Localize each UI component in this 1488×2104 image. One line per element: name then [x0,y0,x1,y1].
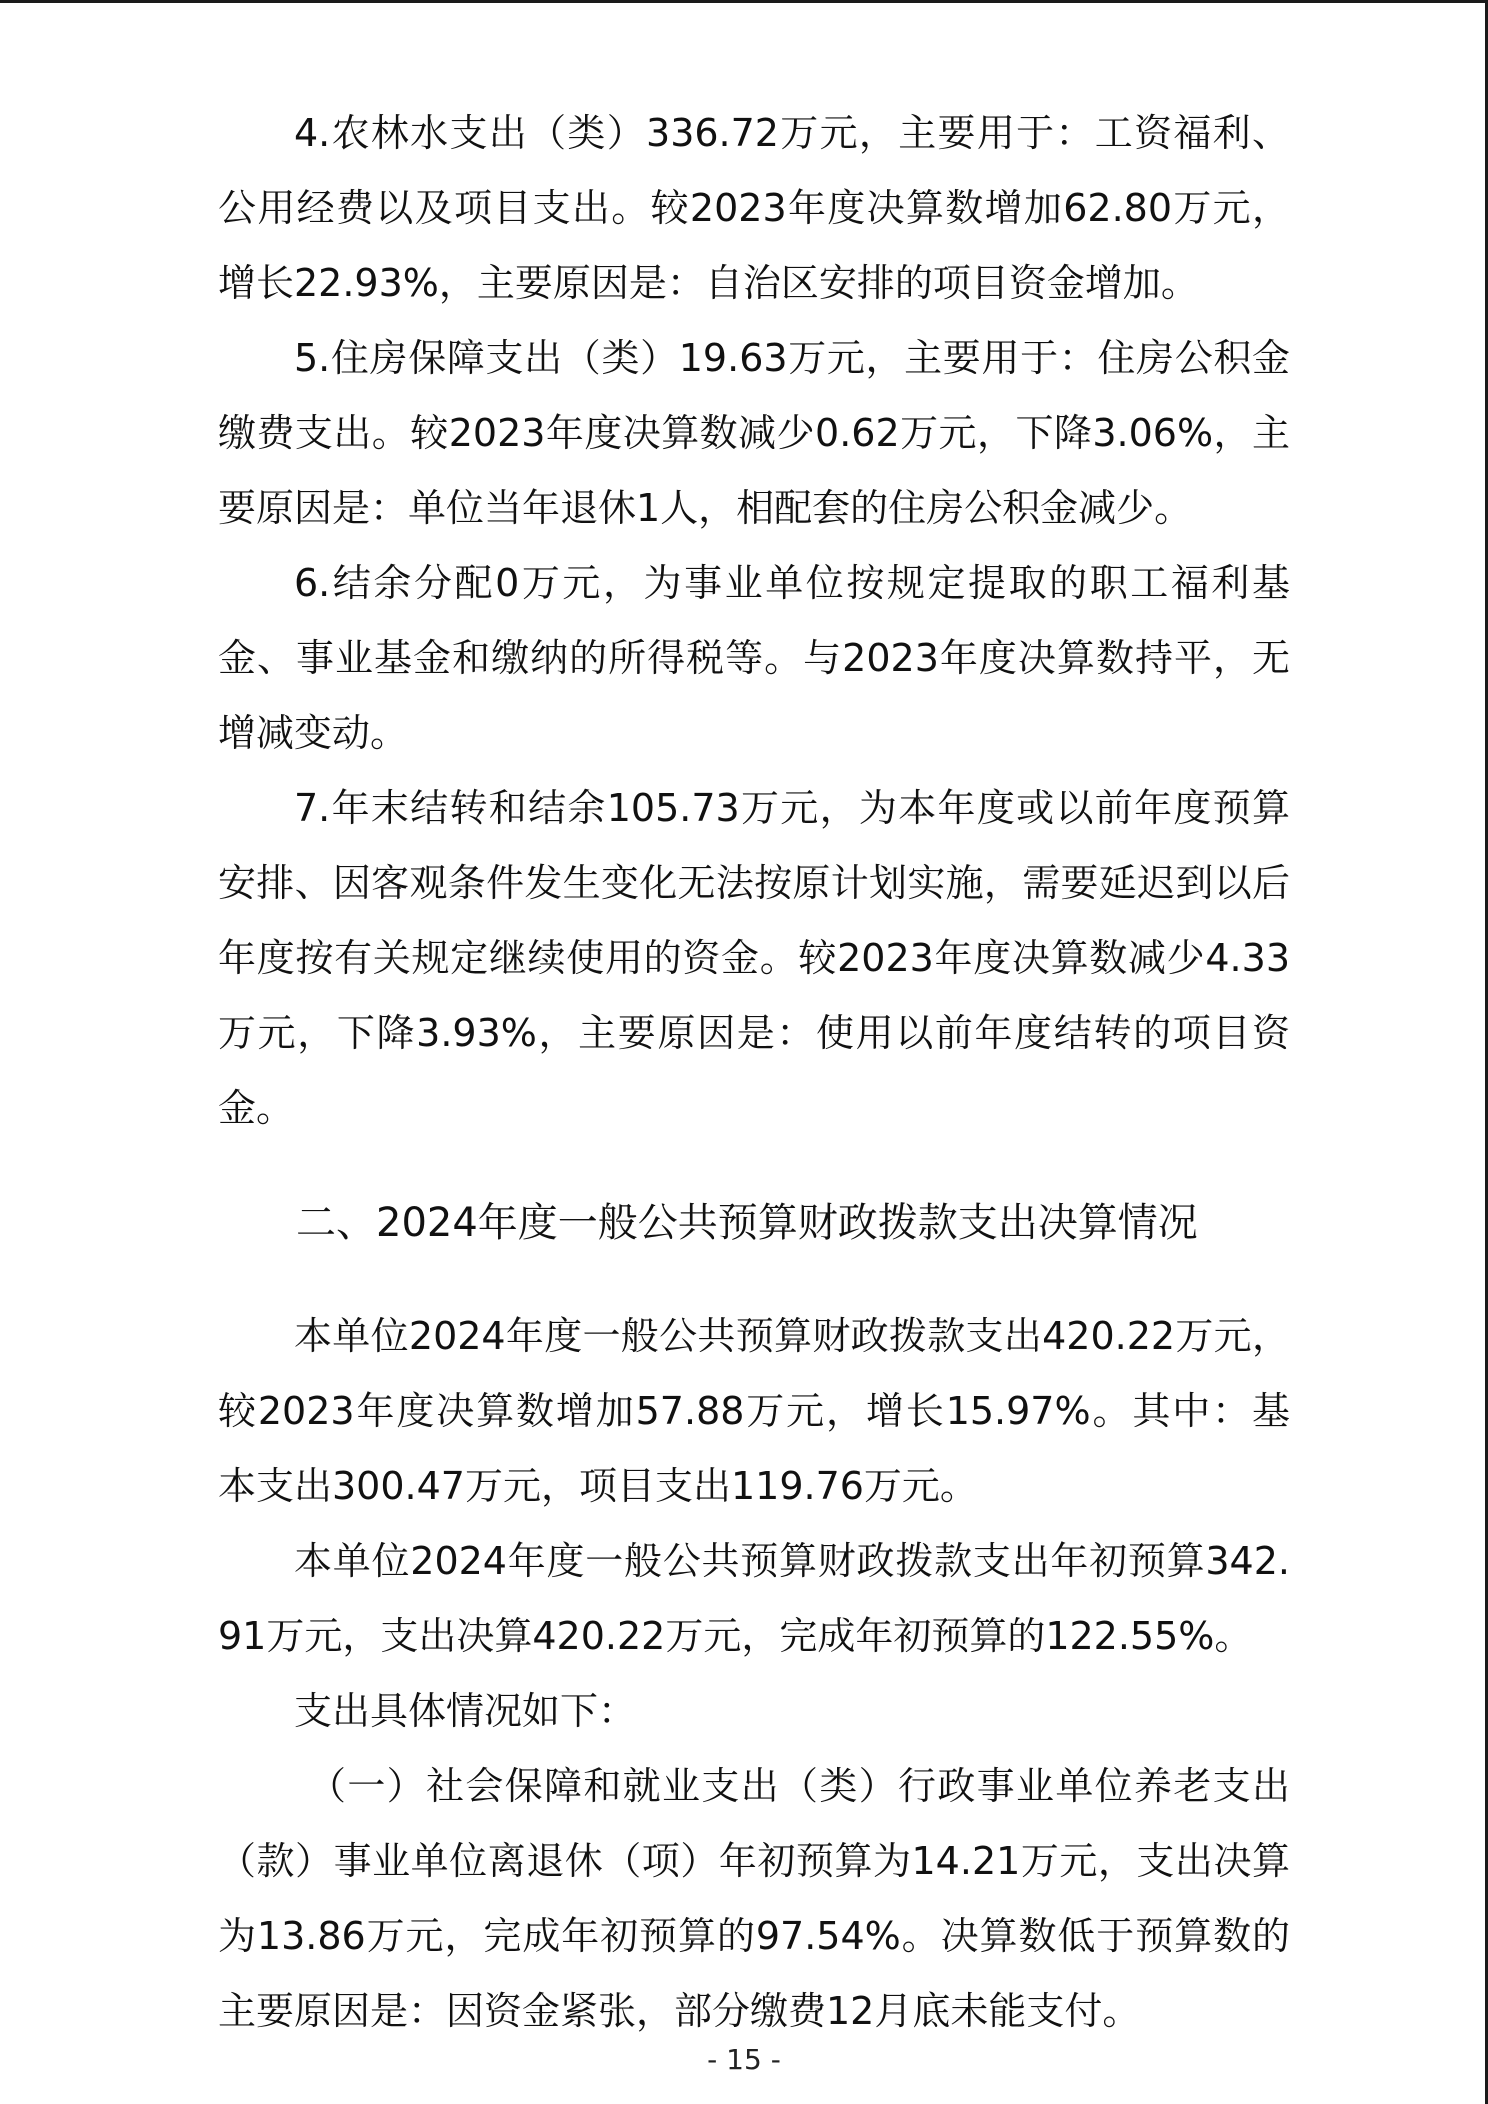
paragraph-budget-completion: 本单位2024年度一般公共预算财政拨款支出年初预算342.91万元，支出决算420.22万元，完成年初预算的122.55%。 [218,1539,1290,1658]
page-number: - 15 - [707,2043,781,2076]
paragraph-housing-expenditure: 5.住房保障支出（类）19.63万元，主要用于：住房公积金缴费支出。较2023年度决算数减少0.62万元，下降3.06%，主要原因是：单位当年退休1人，相配套的住房公积金减少。 [218,336,1290,530]
paragraph-total-expenditure: 本单位2024年度一般公共预算财政拨款支出420.22万元，较2023年度决算数增加57.88万元，增长15.97%。其中：基本支出300.47万元，项目支出119.76万元。 [218,1314,1290,1508]
paragraph-year-end-balance: 7.年末结转和结余105.73万元，为本年度或以前年度预算安排、因客观条件发生变化无法按原计划实施，需要延迟到以后年度按有关规定继续使用的资金。较2023年度决算数减少4.33万元，下降3.93%，主要原因是：使用以前年度结转的项目资金。 [218,786,1290,1130]
paragraph-agriculture-expenditure: 4.农林水支出（类）336.72万元，主要用于：工资福利、公用经费以及项目支出。较2023年度决算数增加62.80万元，增长22.93%，主要原因是：自治区安排的项目资金增加。 [218,111,1290,305]
page-border-top [0,0,1488,3]
document-body [218,96,1290,2049]
paragraph-surplus-distribution: 6.结余分配0万元，为事业单位按规定提取的职工福利基金、事业基金和缴纳的所得税等。与2023年度决算数持平，无增减变动。 [218,561,1290,755]
paragraph-social-security-item: （一）社会保障和就业支出（类）行政事业单位养老支出（款）事业单位离退休（项）年初预算为14.21万元，支出决算为13.86万元，完成年初预算的97.54%。决算数低于预算数的主要原因是：因资金紧张，部分缴费12月底未能支付。 [218,1764,1290,2033]
paragraph-details-intro: 支出具体情况如下： [294,1689,637,1733]
section-heading: 二、2024年度一般公共预算财政拨款支出决算情况 [296,1200,1198,1246]
